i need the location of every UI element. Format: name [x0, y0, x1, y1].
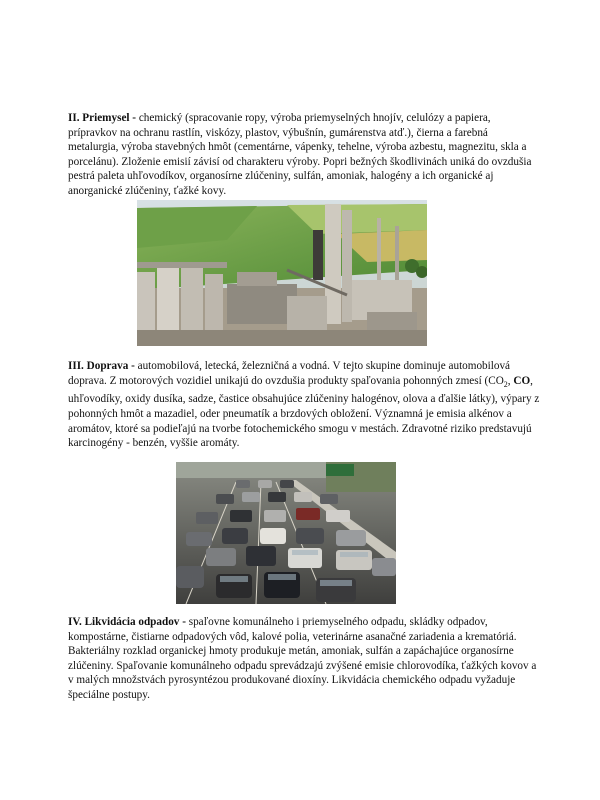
section-heading: III. Doprava - — [68, 360, 135, 372]
factory-photo — [137, 200, 427, 346]
section-text: , — [507, 374, 514, 387]
section-industry — [68, 111, 540, 199]
section-waste — [68, 615, 540, 703]
section-text: spaľovne komunálneho i priemyselného odpadu, skládky odpadov, kompostárne, čistiarne odpadových vôd, kalové polia, veterinárne asanačné zariadenia a krematóriá. Bakteriálny rozklad organickej hmoty produkuje metán, amoniak, sulfán a zapáchajúce organosírne zlúčeniny. Spaľovanie komunálneho odpadu sprevádzajú zvýšené emisie chlorovodíka, ťažkých kovov a v malých množstvách pyrosyntézou produkované dioxíny. Likvidácia chemického odpadu vyžaduje špeciálne postupy. — [68, 616, 537, 701]
section-heading: IV. Likvidácia odpadov - — [68, 616, 186, 628]
section-text: , uhľovodíky, oxidy dusíka, sadze, častice obsahujúce zlúčeniny halogénov, olova a ďalšie látky), výpary z pohonných hmôt a mazadiel, oder pneumatík a brzdových obložení. Významná je emisia alkénov a aromátov, ktoré sa podieľajú na tvorbe fotochemického smogu v mestách. Zdravotné riziko predstavujú karcinogény - benzén, vyššie aromáty. — [68, 374, 540, 450]
subscript: 2 — [503, 379, 508, 389]
highway-traffic-photo — [176, 462, 396, 604]
section-transport — [68, 359, 540, 451]
section-heading: II. Priemysel - — [68, 112, 137, 124]
section-text: automobilová, letecká, železničná a vodná. V tejto skupine dominuje automobilová doprava. Z motorových vozidiel unikajú do ovzdušia produkty spaľovania pohonných zmesí (CO — [68, 360, 511, 387]
co-bold: CO — [513, 374, 531, 387]
section-text: chemický (spracovanie ropy, výroba priemyselných hnojív, celulózy a papiera, prípravkov na ochranu rastlín, viskózy, plastov, výbušnín, gumárenstva atď.), čierna a farebná metalurgia, výroba stavebných hmôt (cementárne, vápenky, tehelne, výroba azbestu, magnezitu, skla a porcelánu). Zloženie emisií závisí od charakteru výroby. Popri bežných škodlivinách uniká do ovzdušia pestrá paleta uhľovodíkov, organosírne zlúčeniny, sulfán, amoniak, halogény a ich organické aj anorganické zlúčeniny, ťažké kovy. — [68, 112, 532, 197]
